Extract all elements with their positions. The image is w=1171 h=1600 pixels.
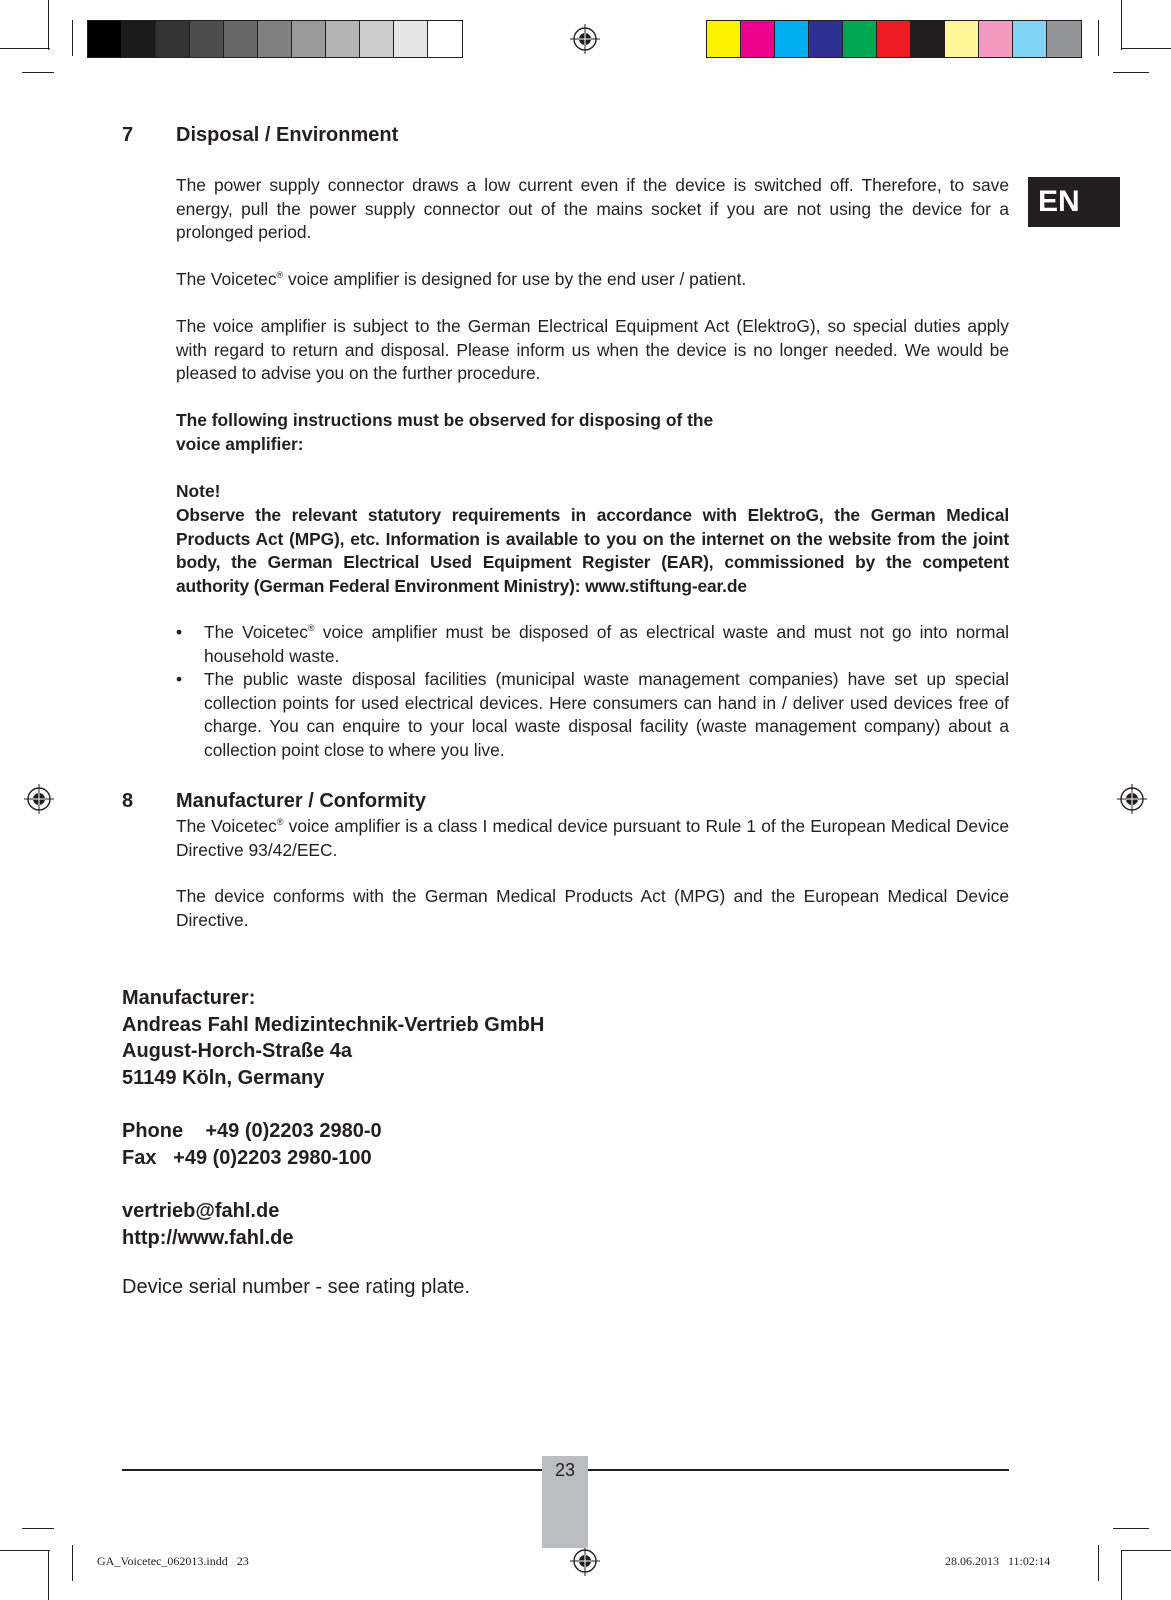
slug-filename: GA_Voicetec_062013.indd 23 <box>97 1554 249 1568</box>
crop-mark <box>1121 1550 1122 1600</box>
website-link[interactable]: http://www.fahl.de <box>122 1226 294 1249</box>
color-swatch <box>707 21 741 57</box>
section-number: 8 <box>122 790 134 812</box>
color-swatch <box>911 21 945 57</box>
list-item <box>176 621 1009 668</box>
color-swatch <box>877 21 911 57</box>
crop-mark <box>1098 20 1099 56</box>
crop-mark <box>48 1550 49 1600</box>
text-run: The Voicetec <box>204 622 308 642</box>
company-name: Andreas Fahl Medizintechnik-Vertrieb GmbH <box>122 1013 545 1036</box>
footer-rule <box>122 1469 542 1471</box>
fax-line <box>122 1145 382 1172</box>
street-address: August-Horch-Straße 4a <box>122 1040 353 1062</box>
text-run: voice amplifier is a class I medical device pursuant to Rule 1 of the European Medical Device Directive 93/42/EEC. <box>176 816 1009 860</box>
color-swatch <box>809 21 843 57</box>
phone-number: +49 (0)2203 2980-0 <box>205 1120 382 1142</box>
instructions-line: The following instructions must be observed for disposing of the <box>176 410 714 430</box>
crop-mark <box>1098 1545 1099 1581</box>
slug-timestamp: 28.06.2013 11:02:14 <box>945 1554 1051 1568</box>
color-swatch <box>156 21 190 57</box>
text-run: The Voicetec <box>176 269 277 289</box>
text-run: voice amplifier must be disposed of as electrical waste and must not go into normal household waste. <box>204 622 1009 666</box>
section-title: Disposal / Environment <box>176 124 399 146</box>
registration-mark-icon <box>570 1546 600 1576</box>
city-address: 51149 Köln, Germany <box>122 1066 325 1089</box>
page-number: 23 <box>554 1460 576 1480</box>
color-swatch <box>979 21 1013 57</box>
color-swatch <box>775 21 809 57</box>
color-swatch <box>394 21 428 57</box>
paragraph: The device conforms with the German Medical Products Act (MPG) and the European Medical Device Directive. <box>176 886 1009 930</box>
paragraph: The voice amplifier is subject to the German Electrical Equipment Act (ElektroG), so special duties apply with regard to return and disposal. Please inform us when the device is no longer needed. We would be pleased to advise you on the further procedure. <box>176 316 1009 383</box>
bullet-icon: • <box>176 622 183 642</box>
instructions-line: voice amplifier: <box>176 433 304 454</box>
note-text: Observe the relevant statutory requirements in accordance with ElektroG, the German Medical Products Act (MPG), etc. Information is available to you on the internet on the website from the joint body, the German Electrical Used Equipment Register (EAR), commissioned by the competent authority (German Federal Environment Ministry): www.stiftung-ear.de <box>176 505 1009 596</box>
registered-mark: ® <box>276 817 284 827</box>
crop-mark <box>48 0 49 50</box>
fax-label: Fax <box>122 1146 157 1169</box>
crop-mark <box>0 48 50 49</box>
email-link[interactable]: vertrieb@fahl.de <box>122 1200 280 1222</box>
color-swatch <box>326 21 360 57</box>
text-run: The public waste disposal facilities (municipal waste management companies) have set up special collection points for used electrical devices. Here consumers can hand in / deliver used devices free of charge. You can enquire to your local waste disposal facility (waste management company) about a collection point close to where you live. <box>204 669 1009 760</box>
online-contact <box>122 1198 293 1251</box>
registration-mark-icon <box>24 784 54 814</box>
section-number: 7 <box>122 124 134 146</box>
phone-fax <box>122 1118 382 1171</box>
color-swatch <box>258 21 292 57</box>
process-color-bar <box>706 20 1082 58</box>
bullet-icon: • <box>176 669 183 689</box>
crop-mark <box>22 72 54 73</box>
manufacturer-label: Manufacturer: <box>122 987 256 1009</box>
footer-rule <box>588 1469 1009 1471</box>
section-title: Manufacturer / Conformity <box>176 790 427 812</box>
fax-number: +49 (0)2203 2980-100 <box>173 1146 372 1169</box>
color-swatch <box>292 21 326 57</box>
text-run: voice amplifier is designed for use by the end user / patient. <box>283 269 747 289</box>
color-swatch <box>88 21 122 57</box>
note-label: Note! <box>176 481 221 501</box>
crop-mark <box>1121 48 1171 49</box>
crop-mark <box>1113 72 1149 73</box>
color-swatch <box>1013 21 1047 57</box>
paragraph <box>176 268 1009 292</box>
color-swatch <box>360 21 394 57</box>
grayscale-color-bar <box>87 20 463 58</box>
language-tab: EN <box>1028 177 1120 227</box>
color-swatch <box>122 21 156 57</box>
text-run: The Voicetec <box>176 816 277 836</box>
list-item <box>176 668 1009 762</box>
color-swatch <box>741 21 775 57</box>
phone-label: Phone <box>122 1120 184 1142</box>
crop-mark <box>1113 1528 1149 1529</box>
registered-mark: ® <box>276 270 284 280</box>
crop-mark <box>72 20 73 56</box>
serial-number-note: Device serial number - see rating plate. <box>122 1276 470 1298</box>
color-swatch <box>945 21 979 57</box>
registered-mark: ® <box>307 623 315 633</box>
phone-line <box>122 1118 382 1145</box>
color-swatch <box>190 21 224 57</box>
color-swatch <box>224 21 258 57</box>
paragraph: The power supply connector draws a low current even if the device is switched off. Therefore, to save energy, pull the power supply connector out of the mains socket if you are not using the device for a prolonged period. <box>176 175 1009 242</box>
registration-mark-icon <box>1117 784 1147 814</box>
color-swatch <box>843 21 877 57</box>
crop-mark <box>1121 1550 1171 1551</box>
color-swatch <box>428 21 462 57</box>
crop-mark <box>22 1528 54 1529</box>
bullet-list <box>176 621 1009 762</box>
color-swatch <box>1047 21 1081 57</box>
crop-mark <box>0 1550 50 1551</box>
instructions-heading <box>176 409 1009 456</box>
manufacturer-address <box>122 985 544 1091</box>
paragraph <box>176 815 1009 862</box>
crop-mark <box>1121 0 1122 50</box>
registration-mark-icon <box>570 24 600 54</box>
crop-mark <box>72 1545 73 1581</box>
